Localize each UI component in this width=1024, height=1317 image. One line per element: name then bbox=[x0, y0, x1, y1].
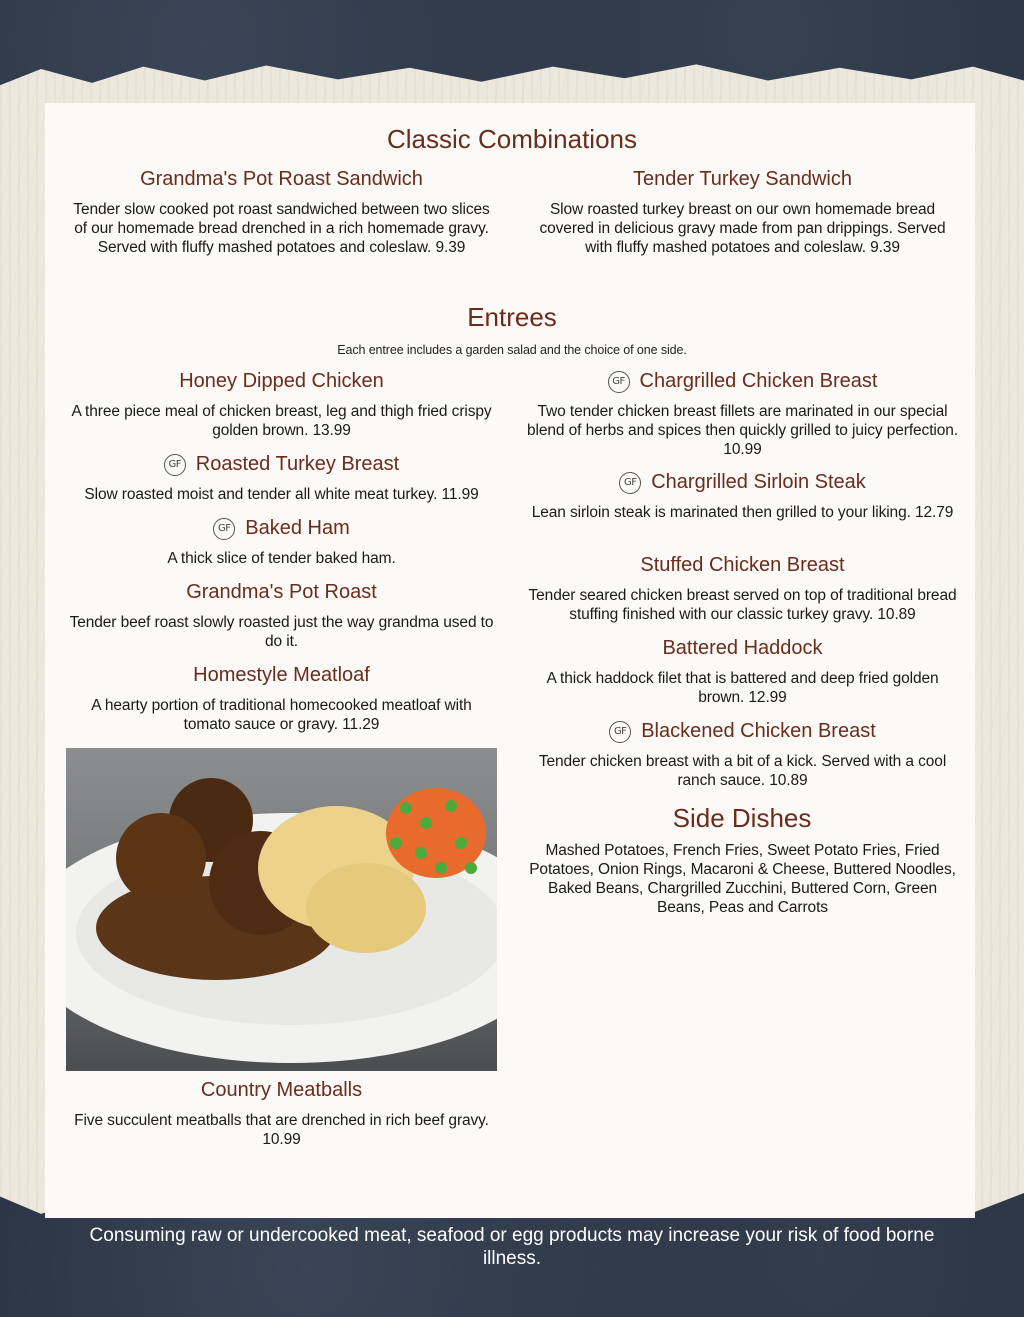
gluten-free-icon: GF bbox=[609, 721, 631, 743]
side-dishes-list: Mashed Potatoes, French Fries, Sweet Potato Fries, Fried Potatoes, Onion Rings, Macaroni & Cheese, Buttered Noodles, Baked Beans, Chargrilled Zucchini, Buttered Corn, Green Beans, Peas and Carrots bbox=[529, 842, 956, 916]
item-name: Roasted Turkey Breast bbox=[195, 453, 400, 475]
entrees-note: Each entree includes a garden salad and the choice of one side. bbox=[337, 343, 687, 357]
item-title-chargrilled-chicken-breast bbox=[527, 370, 958, 393]
item-desc-homestyle-meatloaf: A hearty portion of traditional homecooked meatloaf with tomato sauce or gravy. 11.29 bbox=[91, 697, 472, 733]
item-desc-country-meatballs: Five succulent meatballs that are drenched in rich beef gravy. 10.99 bbox=[74, 1112, 489, 1148]
item-name: Grandma's Pot Roast bbox=[186, 581, 377, 603]
item-desc-chargrilled-sirloin-steak: Lean sirloin steak is marinated then grilled to your liking. 12.79 bbox=[531, 504, 954, 521]
section-title-entrees: Entrees bbox=[467, 302, 557, 332]
item-desc-baked-ham: A thick slice of tender baked ham. bbox=[167, 550, 396, 567]
item-desc-chargrilled-chicken-breast: Two tender chicken breast fillets are marinated in our special blend of herbs and spices then quickly grilled to juicy perfection. 10.99 bbox=[527, 403, 958, 458]
food-safety-disclaimer: Consuming raw or undercooked meat, seafood or egg products may increase your risk of food borne illness. bbox=[89, 1225, 935, 1269]
gluten-free-icon: GF bbox=[213, 518, 235, 540]
item-desc-stuffed-chicken-breast: Tender seared chicken breast served on top of traditional bread stuffing finished with our classic turkey gravy. 10.89 bbox=[528, 587, 957, 623]
section-title-classic: Classic Combinations bbox=[387, 124, 637, 154]
item-title-chargrilled-sirloin-steak bbox=[527, 471, 958, 494]
item-name: Blackened Chicken Breast bbox=[641, 720, 876, 742]
item-title-honey-dipped-chicken bbox=[66, 370, 497, 393]
item-title-pot-roast-sandwich bbox=[66, 168, 497, 191]
item-title-turkey-sandwich bbox=[527, 168, 958, 191]
item-name: Baked Ham bbox=[245, 517, 350, 539]
item-title-baked-ham bbox=[66, 517, 497, 540]
item-title-stuffed-chicken-breast bbox=[527, 554, 958, 577]
item-name: Honey Dipped Chicken bbox=[179, 370, 384, 392]
item-name: Chargrilled Sirloin Steak bbox=[651, 471, 866, 493]
item-name: Stuffed Chicken Breast bbox=[640, 554, 845, 576]
item-title-homestyle-meatloaf bbox=[66, 664, 497, 687]
meatballs-illustration bbox=[66, 748, 497, 1071]
item-name: Battered Haddock bbox=[662, 637, 823, 659]
item-desc-grandmas-pot-roast: Tender beef roast slowly roasted just the way grandma used to do it. bbox=[69, 614, 494, 650]
gluten-free-icon: GF bbox=[608, 371, 630, 393]
meatballs-photo bbox=[66, 748, 497, 1071]
section-title-side-dishes: Side Dishes bbox=[672, 803, 812, 833]
item-name: Chargrilled Chicken Breast bbox=[639, 370, 878, 392]
item-desc-roasted-turkey-breast: Slow roasted moist and tender all white meat turkey. 11.99 bbox=[84, 486, 479, 503]
item-title-blackened-chicken-breast bbox=[527, 720, 958, 743]
item-name: Tender Turkey Sandwich bbox=[632, 168, 852, 190]
gluten-free-icon: GF bbox=[619, 472, 641, 494]
item-title-roasted-turkey-breast bbox=[66, 453, 497, 476]
item-title-country-meatballs bbox=[66, 1079, 497, 1102]
item-desc-turkey-sandwich: Slow roasted turkey breast on our own homemade bread covered in delicious gravy made from pan drippings. Served with fluffy mashed potatoes and coleslaw. 9.39 bbox=[539, 201, 946, 256]
item-desc-battered-haddock: A thick haddock filet that is battered and deep fried golden brown. 12.99 bbox=[546, 670, 939, 706]
item-desc-blackened-chicken-breast: Tender chicken breast with a bit of a kick. Served with a cool ranch sauce. 10.89 bbox=[538, 753, 947, 789]
gluten-free-icon: GF bbox=[164, 454, 186, 476]
item-title-battered-haddock bbox=[527, 637, 958, 660]
item-name: Country Meatballs bbox=[200, 1079, 363, 1101]
item-name: Grandma's Pot Roast Sandwich bbox=[140, 168, 423, 190]
item-desc-pot-roast-sandwich: Tender slow cooked pot roast sandwiched between two slices of our homemade bread drenched in a rich homemade gravy. Served with fluffy mashed potatoes and coleslaw. 9.39 bbox=[73, 201, 490, 256]
item-title-grandmas-pot-roast bbox=[66, 581, 497, 604]
item-name: Homestyle Meatloaf bbox=[193, 664, 370, 686]
item-desc-honey-dipped-chicken: A three piece meal of chicken breast, leg and thigh fried crispy golden brown. 13.99 bbox=[71, 403, 492, 439]
